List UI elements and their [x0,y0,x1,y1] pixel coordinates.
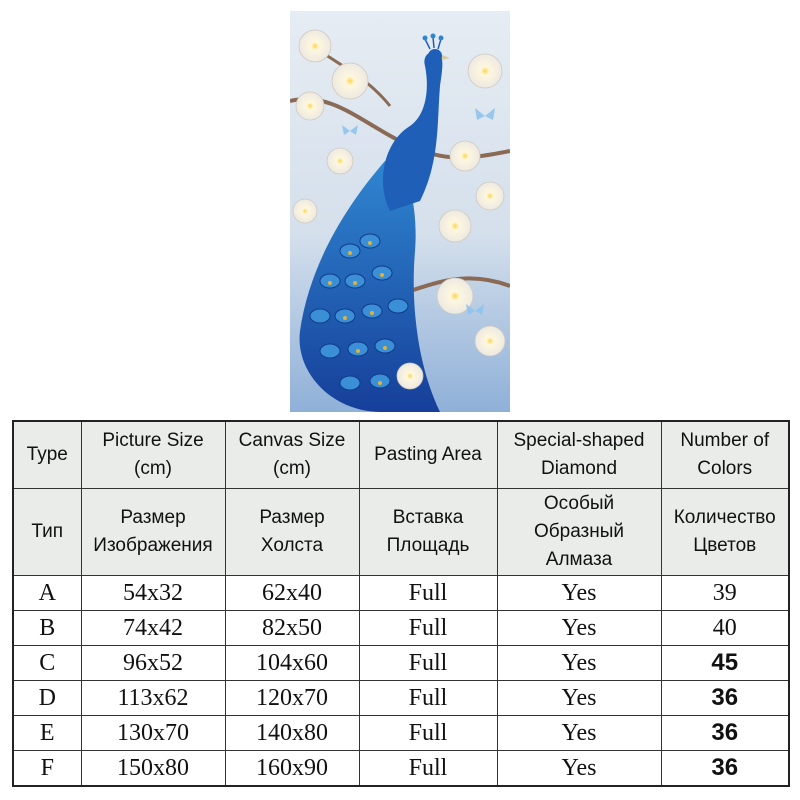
cell-canvas-size: 160x90 [225,751,359,787]
table-row [13,611,789,646]
peacock-artwork [290,11,510,412]
cell-pasting-area: Full [359,646,497,681]
cell-pasting-area: Full [359,576,497,611]
cell-pasting-area: Full [359,681,497,716]
header-type-ru [13,489,81,576]
cell-special-diamond: Yes [497,611,661,646]
table-row [13,576,789,611]
header-canvas-size-text: Canvas Size (cm) [238,430,346,479]
peacock-illustration [290,11,510,412]
cell-type: C [13,646,81,681]
cell-pasting-area: Full [359,716,497,751]
header-picture-size-text: Picture Size (cm) [102,430,204,479]
cell-canvas-size: 62x40 [225,576,359,611]
header-canvas-size-ru [225,489,359,576]
cell-special-diamond: Yes [497,576,661,611]
cell-pasting-area: Full [359,611,497,646]
cell-picture-size: 113x62 [81,681,225,716]
table-row [13,751,789,787]
cell-type: D [13,681,81,716]
header-number-of-colors [661,421,789,489]
cell-special-diamond: Yes [497,751,661,787]
cell-number-of-colors: 45 [661,646,789,681]
header-pasting-area-ru-text: Вставка Площадь [386,507,470,556]
cell-type: E [13,716,81,751]
header-special-diamond-ru-text: Особый Образный Алмаза [533,493,625,570]
cell-picture-size: 96x52 [81,646,225,681]
cell-picture-size: 130x70 [81,716,225,751]
header-number-of-colors-ru-text: Количество Цветов [673,507,776,556]
cell-special-diamond: Yes [497,716,661,751]
cell-canvas-size: 104x60 [225,646,359,681]
header-row-english [13,421,789,489]
table-row [13,716,789,751]
header-number-of-colors-ru [661,489,789,576]
cell-type: F [13,751,81,787]
header-special-diamond-text: Special-shaped Diamond [513,430,645,479]
cell-number-of-colors: 40 [661,611,789,646]
cell-type: B [13,611,81,646]
cell-special-diamond: Yes [497,646,661,681]
cell-number-of-colors: 36 [661,681,789,716]
header-type-ru-text: Тип [31,521,64,542]
cell-special-diamond: Yes [497,681,661,716]
header-picture-size-ru [81,489,225,576]
header-canvas-size [225,421,359,489]
header-number-of-colors-text: Number of Colors [680,430,770,479]
header-special-diamond [497,421,661,489]
cell-canvas-size: 140x80 [225,716,359,751]
cell-type: A [13,576,81,611]
header-pasting-area [359,421,497,489]
cell-picture-size: 150x80 [81,751,225,787]
cell-picture-size: 54x32 [81,576,225,611]
header-pasting-area-ru [359,489,497,576]
header-pasting-area-text: Pasting Area [374,444,482,465]
size-spec-table [12,420,790,787]
header-canvas-size-ru-text: Размер Холста [259,507,325,556]
cell-canvas-size: 120x70 [225,681,359,716]
header-picture-size [81,421,225,489]
cell-number-of-colors: 36 [661,716,789,751]
header-special-diamond-ru [497,489,661,576]
cell-canvas-size: 82x50 [225,611,359,646]
cell-picture-size: 74x42 [81,611,225,646]
header-picture-size-ru-text: Размер Изображения [93,507,213,556]
table-row [13,681,789,716]
cell-number-of-colors: 39 [661,576,789,611]
cell-pasting-area: Full [359,751,497,787]
header-row-russian [13,489,789,576]
cell-number-of-colors: 36 [661,751,789,787]
header-type: Type [13,421,81,489]
table-row [13,646,789,681]
